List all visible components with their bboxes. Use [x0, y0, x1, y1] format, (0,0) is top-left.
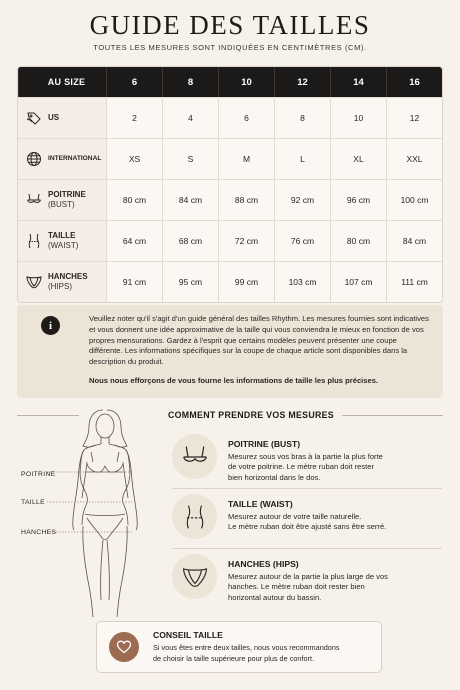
row-label: US — [48, 113, 60, 122]
row-label: INTERNATIONAL — [48, 154, 102, 162]
table-row-us — [18, 97, 442, 138]
measure-item-bust — [172, 434, 442, 483]
table-cell: 8 — [274, 98, 330, 138]
figure-label-hips: HANCHES — [21, 529, 57, 536]
measure-title: HANCHES (HIPS) — [228, 559, 299, 569]
header-size: 10 — [218, 67, 274, 97]
table-cell: 84 cm — [386, 221, 442, 261]
tip-title: CONSEIL TAILLE — [153, 630, 223, 641]
measure-title: POITRINE (BUST) — [228, 439, 301, 449]
table-row-waist — [18, 220, 442, 261]
info-emphasis: Nous nous efforçons de vous fourne les informations de taille les plus précises. — [89, 375, 379, 385]
size-table — [17, 66, 443, 303]
brief-icon — [182, 564, 208, 590]
row-label: POITRINE — [48, 190, 86, 199]
table-cell: 64 cm — [106, 221, 162, 261]
row-header-bust — [18, 180, 106, 220]
measure-item-hips — [172, 554, 442, 603]
table-cell: L — [274, 139, 330, 179]
row-header-waist — [18, 221, 106, 261]
info-notice — [17, 305, 443, 398]
table-cell: 111 cm — [386, 262, 442, 302]
row-header-hips — [18, 262, 106, 302]
body-figure — [17, 402, 167, 617]
table-cell: 100 cm — [386, 180, 442, 220]
table-cell: XL — [330, 139, 386, 179]
table-cell: 6 — [218, 98, 274, 138]
body-outline-illustration — [17, 402, 167, 617]
table-cell: 80 cm — [330, 221, 386, 261]
table-row-international — [18, 138, 442, 179]
howto-title: COMMENT PRENDRE VOS MESURES — [168, 410, 334, 420]
size-tip — [96, 621, 382, 673]
measure-description: Mesurez autour de votre taille naturelle. Le mètre ruban doit être ajusté sans être serré. — [228, 512, 387, 532]
waist-icon — [182, 504, 208, 530]
table-cell: 84 cm — [162, 180, 218, 220]
waist-icon — [26, 233, 42, 249]
table-cell: 72 cm — [218, 221, 274, 261]
table-cell: 12 — [386, 98, 442, 138]
divider — [172, 488, 442, 489]
table-cell: 2 — [106, 98, 162, 138]
table-row-hips — [18, 261, 442, 302]
header-size: 14 — [330, 67, 386, 97]
measure-item-waist — [172, 494, 442, 539]
info-text: Veuillez noter qu'il s'agit d'un guide général des tailles Rhythm. Les mesures fournies sont indicatives et vous donnent une idée approximative de la taille qui vous conviendra le mieux en fonction de vos propres mensurations. Gardez à l'esprit que certains modèles peuvent présenter une coupe différente. Les informations spécifiques sur la coupe de chaque article sont disponibles dans la description du produit. — [89, 314, 429, 367]
row-header-us — [18, 98, 106, 138]
divider — [172, 548, 442, 549]
tip-text: Si vous êtes entre deux tailles, nous vous recommandons de choisir la taille supérieure pour plus de confort. — [153, 643, 340, 663]
table-cell: 96 cm — [330, 180, 386, 220]
divider — [342, 415, 443, 416]
table-cell: 80 cm — [106, 180, 162, 220]
table-cell: 10 — [330, 98, 386, 138]
tag-icon — [26, 110, 42, 126]
info-icon: i — [41, 316, 60, 335]
measure-description: Mesurez autour de la partie la plus large de vos hanches. Le mètre ruban doit rester bien horizontal autour du bassin. — [228, 572, 388, 602]
table-cell: 88 cm — [218, 180, 274, 220]
howto-heading — [168, 410, 443, 420]
table-header-row — [18, 67, 442, 97]
row-sublabel: (HIPS) — [48, 282, 72, 291]
table-cell: 99 cm — [218, 262, 274, 302]
row-label: HANCHES — [48, 272, 88, 281]
header-au-size: AU SIZE — [18, 67, 106, 97]
header-size: 6 — [106, 67, 162, 97]
bra-icon — [26, 192, 42, 208]
row-label: TAILLE — [48, 231, 76, 240]
table-cell: 92 cm — [274, 180, 330, 220]
table-cell: 68 cm — [162, 221, 218, 261]
table-cell: XS — [106, 139, 162, 179]
row-sublabel: (WAIST) — [48, 241, 79, 250]
bra-icon — [181, 443, 209, 471]
figure-label-bust: POITRINE — [21, 471, 56, 478]
table-cell: 107 cm — [330, 262, 386, 302]
page-title: GUIDE DES TAILLES — [89, 10, 371, 40]
table-cell: S — [162, 139, 218, 179]
figure-label-waist: TAILLE — [21, 499, 45, 506]
table-cell: 4 — [162, 98, 218, 138]
table-cell: 95 cm — [162, 262, 218, 302]
brief-icon — [26, 274, 42, 290]
table-cell: 76 cm — [274, 221, 330, 261]
measure-title: TAILLE (WAIST) — [228, 499, 293, 509]
table-cell: 103 cm — [274, 262, 330, 302]
table-cell: M — [218, 139, 274, 179]
header-size: 16 — [386, 67, 442, 97]
row-sublabel: (BUST) — [48, 200, 75, 209]
table-row-bust — [18, 179, 442, 220]
table-cell: XXL — [386, 139, 442, 179]
heart-icon — [116, 639, 132, 655]
page-subtitle: TOUTES LES MESURES SONT INDIQUÉES EN CENTIMÈTRES (CM). — [93, 43, 367, 52]
globe-icon — [26, 151, 42, 167]
table-cell: 91 cm — [106, 262, 162, 302]
header-size: 8 — [162, 67, 218, 97]
measure-description: Mesurez sous vos bras à la partie la plus forte de votre poitrine. Le mètre ruban doit rester bien horizontal dans le dos. — [228, 452, 383, 482]
row-header-international — [18, 139, 106, 179]
header-size: 12 — [274, 67, 330, 97]
